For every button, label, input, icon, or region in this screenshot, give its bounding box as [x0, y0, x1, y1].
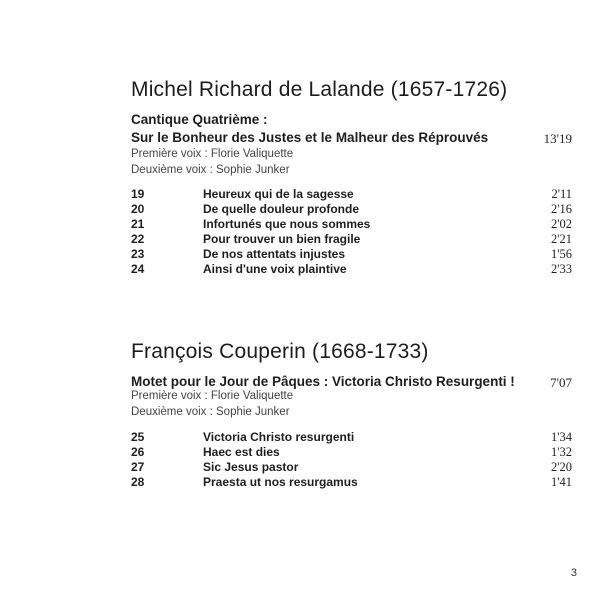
track-title: De quelle douleur profonde	[203, 202, 360, 216]
track-title: Sic Jesus pastor	[203, 460, 299, 474]
track-number: 25	[131, 430, 145, 444]
track-duration: 2'21	[550, 232, 572, 246]
track-row	[0, 262, 599, 277]
track-title: Praesta ut nos resurgamus	[203, 475, 358, 489]
work-title-line-1: Motet pour le Jour de Pâques : Victoria Christo Resurgenti !	[131, 374, 515, 389]
track-number: 22	[131, 232, 145, 246]
track-duration: 1'34	[550, 430, 572, 444]
track-row	[0, 217, 599, 232]
track-row	[0, 460, 599, 475]
track-row	[0, 232, 599, 247]
track-title: Heureux qui de la sagesse	[203, 187, 354, 201]
track-number: 24	[131, 262, 145, 276]
track-title: Ainsi d'une voix plaintive	[203, 262, 347, 276]
track-row	[0, 475, 599, 490]
track-number: 27	[131, 460, 145, 474]
track-row	[0, 202, 599, 217]
track-duration: 1'56	[550, 247, 572, 261]
track-row	[0, 247, 599, 262]
composer-heading-lalande: Michel Richard de Lalande (1657-1726)	[131, 78, 508, 101]
track-number: 23	[131, 247, 145, 261]
composer-heading-couperin: François Couperin (1668-1733)	[131, 340, 429, 363]
track-number: 28	[131, 475, 145, 489]
track-number: 20	[131, 202, 145, 216]
work-title-line-1: Cantique Quatrième :	[131, 112, 268, 127]
track-title: Infortunés que nous sommes	[203, 217, 371, 231]
track-number: 21	[131, 217, 145, 231]
track-row	[0, 445, 599, 460]
page-number: 3	[570, 567, 577, 579]
track-title: De nos attentats injustes	[203, 247, 346, 261]
track-title: Pour trouver un bien fragile	[203, 232, 361, 246]
track-title: Victoria Christo resurgenti	[203, 430, 355, 444]
track-duration: 2'02	[550, 217, 572, 231]
track-number: 19	[131, 187, 145, 201]
track-duration: 2'20	[550, 460, 572, 474]
track-number: 26	[131, 445, 145, 459]
track-duration: 2'33	[550, 262, 572, 276]
work-title-line-2: Sur le Bonheur des Justes et le Malheur des Réprouvés	[131, 130, 489, 145]
track-title: Haec est dies	[203, 445, 280, 459]
track-row	[0, 430, 599, 445]
voice-credit: Première voix : Florie Valiquette	[131, 390, 294, 402]
voice-credit: Deuxième voix : Sophie Junker	[131, 406, 290, 418]
track-duration: 1'32	[550, 445, 572, 459]
voice-credit: Première voix : Florie Valiquette	[131, 148, 294, 160]
work-duration: 13'19	[543, 131, 572, 146]
track-duration: 2'16	[550, 202, 572, 216]
voice-credit: Deuxième voix : Sophie Junker	[131, 164, 290, 176]
track-row	[0, 187, 599, 202]
track-duration: 1'41	[550, 475, 572, 489]
track-duration: 2'11	[551, 187, 572, 201]
work-duration: 7'07	[550, 375, 572, 390]
